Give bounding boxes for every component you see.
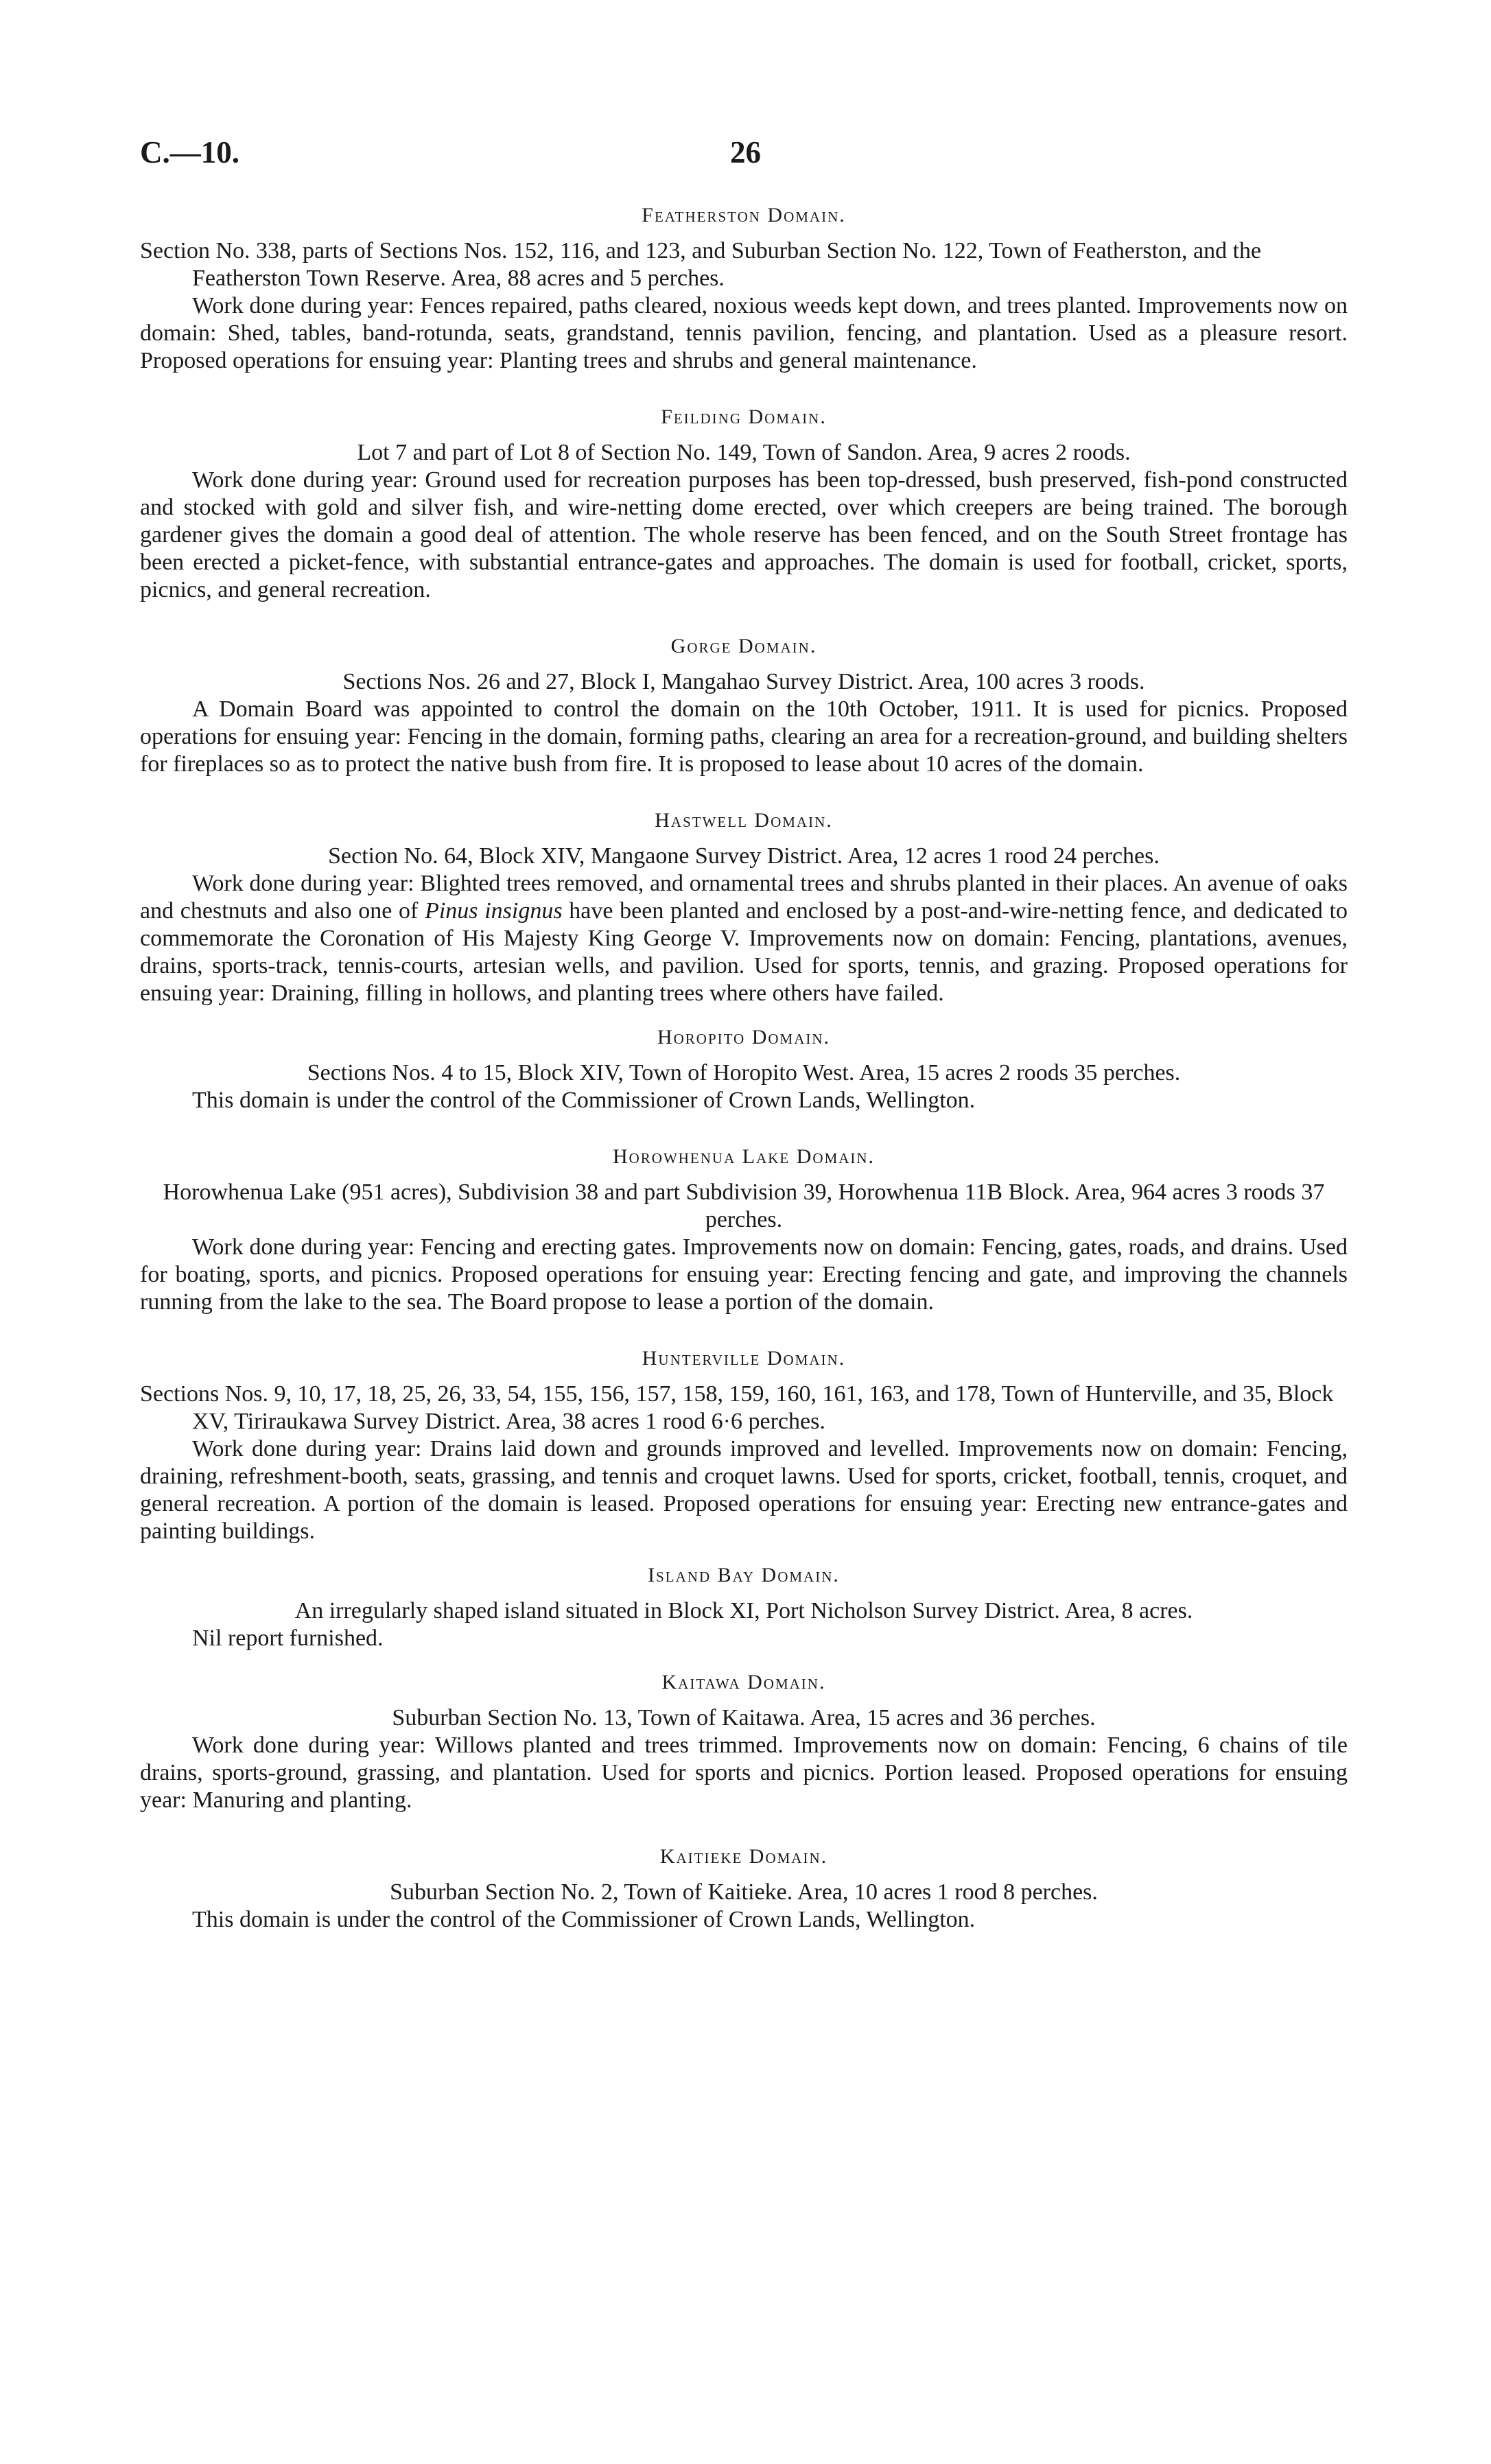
section-body: This domain is under the control of the Commissioner of Crown Lands, Wellington. xyxy=(192,1088,976,1113)
document-reference: C.—10. xyxy=(140,135,239,169)
section-description: Suburban Section No. 2, Town of Kaitieke. Area, 10 acres 1 rood 8 perches. xyxy=(390,1879,1098,1905)
section-body: Work done during year: Fencing and erecting gates. Improvements now on domain: Fencing, gates, roads, and drains. Used for boating, sports, and picnics. Proposed operations for ensuing year: Erecting fencing and gate, and improving the channels running from the lake to the sea. The Board propose to lease a portion of the domain. xyxy=(140,1234,1348,1315)
section-title: Featherston Domain. xyxy=(642,204,846,226)
species-name: Pinus insignus xyxy=(425,898,563,924)
section-body: Work done during year: Drains laid down and grounds improved and levelled. Improvements now on domain: Fencing, draining, refreshment-booth, seats, grassing, and tennis and croquet lawns. Used for sports, cricket, football, tennis, croquet, and general recreation. A portion of the domain is leased. Proposed operations for ensuing year: Erecting new entrance-gates and painting buildings. xyxy=(140,1436,1348,1544)
section-featherston-domain xyxy=(140,203,1348,375)
section-description: An irregularly shaped island situated in Block XI, Port Nicholson Survey District. Area, 8 acres. xyxy=(294,1598,1193,1623)
section-description: Lot 7 and part of Lot 8 of Section No. 149, Town of Sandon. Area, 9 acres 2 roods. xyxy=(357,440,1131,465)
section-title: Island Bay Domain. xyxy=(648,1564,840,1586)
page-header xyxy=(140,134,1348,176)
section-kaitawa-domain xyxy=(140,1670,1348,1814)
section-body: A Domain Board was appointed to control the domain on the 10th October, 1911. It is used for picnics. Proposed operations for ensuing year: Fencing in the domain, forming paths, clearing an area for a recreation-ground, and building shelters for fireplaces so as to protect the native bush from fire. It is proposed to lease about 10 acres of the domain. xyxy=(140,696,1348,777)
section-description: Sections Nos. 26 and 27, Block I, Mangahao Survey District. Area, 100 acres 3 roods. xyxy=(342,669,1145,694)
page-number: 26 xyxy=(730,135,761,169)
section-title: Horopito Domain. xyxy=(657,1026,831,1048)
section-description: Horowhenua Lake (951 acres), Subdivision 38 and part Subdivision 39, Horowhenua 11B Block. Area, 964 acres 3 roods 37 perches. xyxy=(163,1180,1325,1232)
section-body-part: have been planted and enclosed by a post-and-wire-netting fence, and dedicated to commemorate the Coronation of His Majesty King George V. Improvements now on domain: Fencing, plantations, avenues, drains, sports-track, tennis-courts, artesian wells, and pavilion. Used for sports, tennis, and grazing. Proposed operations for ensuing year: Draining, filling in hollows, and planting trees where others have failed. xyxy=(140,898,1348,1006)
section-description: Suburban Section No. 13, Town of Kaitawa. Area, 15 acres and 36 perches. xyxy=(392,1705,1096,1730)
section-horowhenua-lake-domain xyxy=(140,1145,1348,1316)
section-title: Gorge Domain. xyxy=(670,635,817,657)
section-description: Section No. 338, parts of Sections Nos. 152, 116, and 123, and Suburban Section No. 122, Town of Featherston, and the Featherston Town Reserve. Area, 88 acres and 5 perches. xyxy=(140,238,1262,291)
section-hastwell-domain xyxy=(140,808,1348,1007)
page-content xyxy=(140,203,1348,1964)
section-title: Kaitawa Domain. xyxy=(661,1671,826,1693)
section-body: Work done during year: Fences repaired, paths cleared, noxious weeds kept down, and trees planted. Improvements now on domain: Shed, tables, band-rotunda, seats, grandstand, tennis pavilion, fencing, and plantation. Used as a pleasure resort. Proposed operations for ensuing year: Planting trees and shrubs and general maintenance. xyxy=(140,293,1348,373)
section-island-bay-domain xyxy=(140,1563,1348,1652)
section-feilding-domain xyxy=(140,405,1348,604)
section-body: Nil report furnished. xyxy=(192,1626,384,1651)
section-kaitieke-domain xyxy=(140,1844,1348,1934)
section-description: Sections Nos. 4 to 15, Block XIV, Town of Horopito West. Area, 15 acres 2 roods 35 perches. xyxy=(307,1060,1181,1086)
section-body-part: Work done during year: Blighted trees removed, and ornamental trees and shrubs planted in their places. An avenue of oaks and chestnuts and also one of xyxy=(140,871,1348,924)
section-body: This domain is under the control of the Commissioner of Crown Lands, Wellington. xyxy=(192,1907,976,1932)
section-hunterville-domain xyxy=(140,1346,1348,1545)
section-title: Horowhenua Lake Domain. xyxy=(612,1145,876,1168)
section-title: Hastwell Domain. xyxy=(655,809,833,832)
section-body xyxy=(140,870,1348,1007)
section-title: Feilding Domain. xyxy=(661,406,827,428)
section-horopito-domain xyxy=(140,1025,1348,1114)
section-title: Kaitieke Domain. xyxy=(659,1845,828,1868)
section-body: Work done during year: Ground used for recreation purposes has been top-dressed, bush preserved, fish-pond constructed and stocked with gold and silver fish, and wire-netting dome erected, over which creepers are being trained. The borough gardener gives the domain a good deal of attention. The whole reserve has been fenced, and on the South Street frontage has been erected a picket-fence, with substantial entrance-gates and approaches. The domain is used for football, cricket, sports, picnics, and general recreation. xyxy=(140,467,1348,602)
section-body: Work done during year: Willows planted and trees trimmed. Improvements now on domain: Fencing, 6 chains of tile drains, sports-ground, grassing, and plantation. Used for sports and picnics. Portion leased. Proposed operations for ensuing year: Manuring and planting. xyxy=(140,1733,1348,1813)
section-title: Hunterville Domain. xyxy=(642,1347,846,1370)
section-description: Section No. 64, Block XIV, Mangaone Survey District. Area, 12 acres 1 rood 24 perches. xyxy=(328,843,1160,869)
section-description: Sections Nos. 9, 10, 17, 18, 25, 26, 33, 54, 155, 156, 157, 158, 159, 160, 161, 163, and 178, Town of Hunterville, and 35, Block XV, Tiriraukawa Survey District. Area, 38 acres 1 rood 6·6 perches. xyxy=(140,1381,1334,1434)
section-gorge-domain xyxy=(140,634,1348,778)
